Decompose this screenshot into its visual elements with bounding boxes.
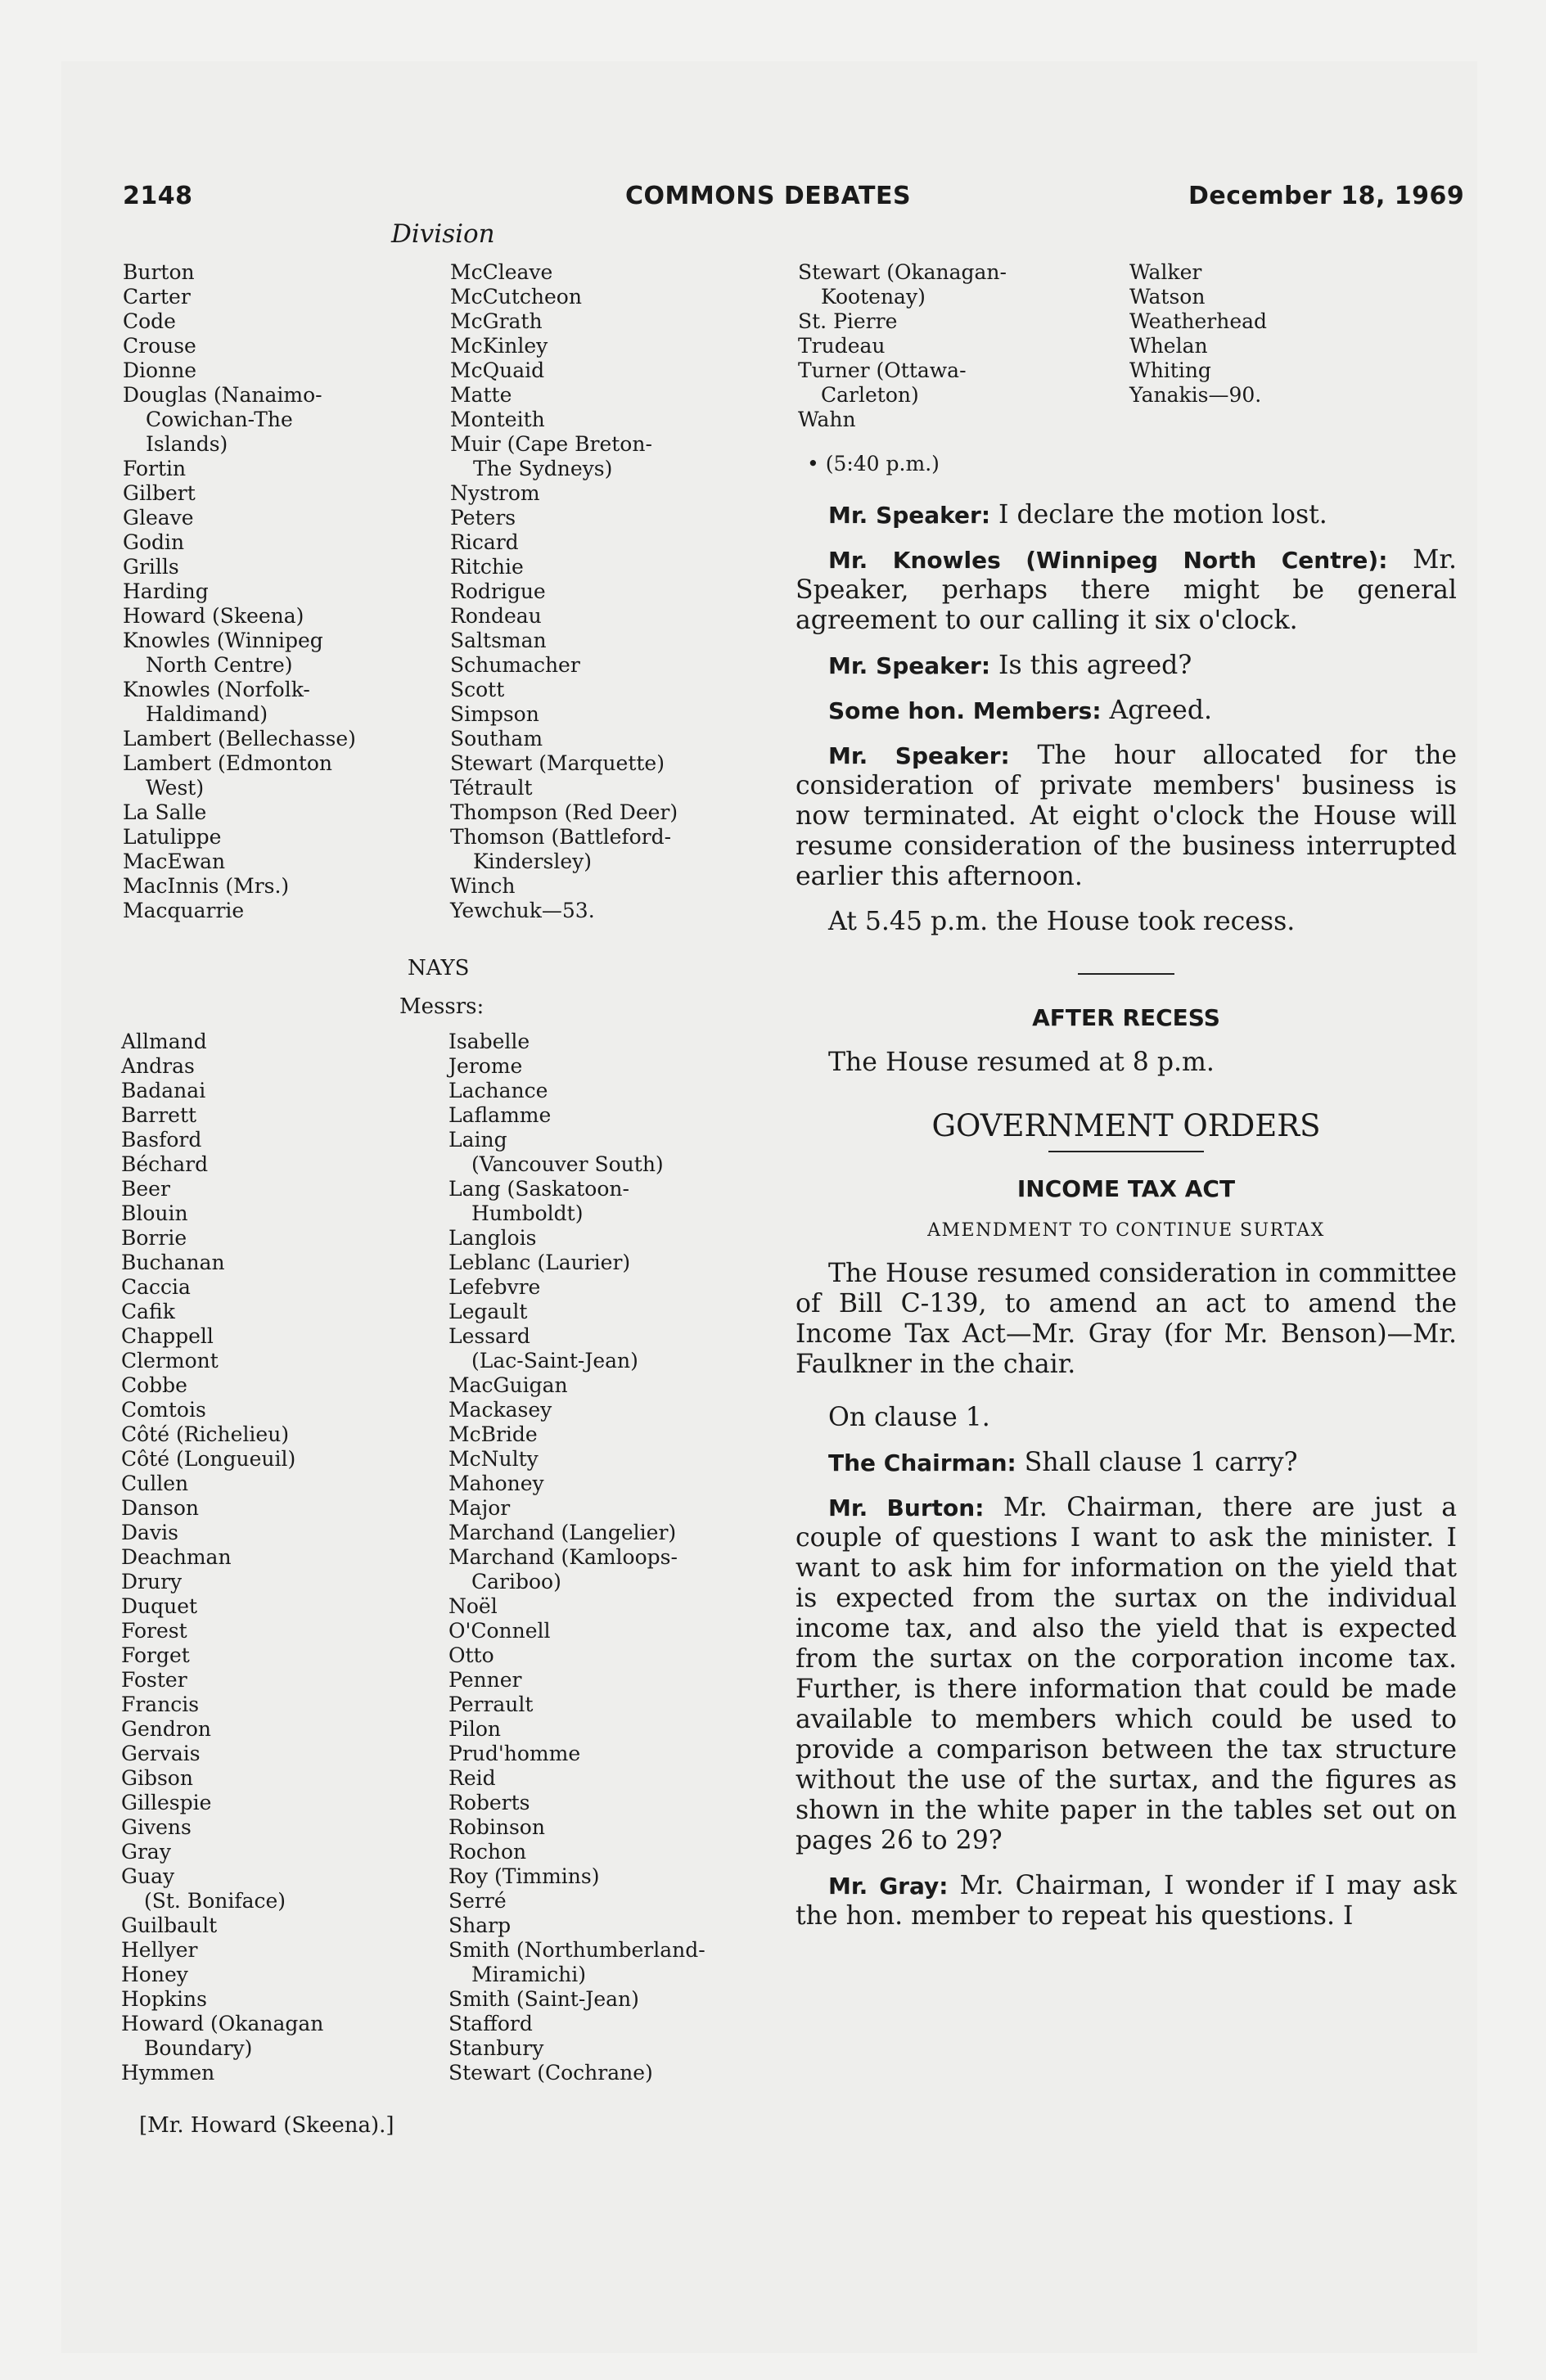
member-name: Kindersley) (473, 850, 593, 873)
member-name: Langlois (448, 1226, 537, 1250)
member-name: Deachman (121, 1545, 232, 1569)
member-name: Southam (450, 727, 543, 751)
yeas-column-4 (1129, 260, 1267, 408)
member-name: Gervais (121, 1742, 201, 1765)
member-name: Douglas (Nanaimo- (123, 383, 322, 407)
member-name: Lang (Saskatoon- (448, 1177, 629, 1201)
member-name: Dionne (123, 358, 197, 382)
member-name: Gray (121, 1840, 171, 1864)
paragraph: At 5.45 p.m. the House took recess. (828, 907, 1296, 936)
member-name: Walker (1129, 260, 1202, 284)
member-name: Stewart (Cochrane) (448, 2061, 653, 2085)
member-name: La Salle (123, 800, 207, 824)
member-name: Lessard (448, 1324, 530, 1348)
paragraph: On clause 1. (828, 1403, 990, 1432)
time-stamp: • (5:40 p.m.) (807, 452, 940, 476)
member-name: (St. Boniface) (144, 1889, 286, 1913)
member-name: Leblanc (Laurier) (448, 1251, 631, 1274)
member-name: Côté (Longueuil) (121, 1447, 296, 1471)
member-name: McNulty (448, 1447, 539, 1471)
messrs-label: Messrs: (399, 994, 485, 1019)
member-name: St. Pierre (798, 309, 898, 333)
paragraph: Mr. Gray: Mr. Chairman, I wonder if I may ask the hon. member to repeat his questions. I (796, 1871, 1457, 1931)
member-name: Noël (448, 1594, 498, 1618)
member-name: Clermont (121, 1349, 219, 1373)
member-name: Scott (450, 678, 505, 701)
act-subtitle: AMENDMENT TO CONTINUE SURTAX (927, 1220, 1325, 1241)
member-name: Mackasey (448, 1398, 552, 1422)
member-name: Isabelle (448, 1030, 530, 1053)
paragraph: The House resumed consideration in committee of Bill C-139, to amend an act to amend the Income Tax Act—Mr. Gray (for Mr. Benson)—Mr. Faulkner in the chair. (796, 1259, 1457, 1379)
member-name: Whiting (1129, 358, 1211, 382)
member-name: Caccia (121, 1275, 191, 1299)
member-name: Perrault (448, 1693, 534, 1716)
member-name: Rochon (448, 1840, 527, 1864)
member-name: Marchand (Kamloops- (448, 1545, 678, 1569)
member-name: Robinson (448, 1815, 545, 1839)
member-name: Marchand (Langelier) (448, 1521, 677, 1544)
nays-column-1 (121, 1030, 323, 2085)
member-name: Legault (448, 1300, 528, 1323)
page-date: December 18, 1969 (1188, 182, 1465, 210)
member-name: Comtois (121, 1398, 206, 1422)
member-name: Davis (121, 1521, 178, 1544)
member-name: Drury (121, 1570, 183, 1593)
member-name: Rondeau (450, 604, 542, 628)
paragraph: Some hon. Members: Agreed. (828, 696, 1212, 725)
member-name: McCleave (450, 260, 553, 284)
member-name: Chappell (121, 1324, 214, 1348)
member-name: Borrie (121, 1226, 187, 1250)
member-name: Saltsman (450, 629, 547, 652)
member-name: Howard (Okanagan (121, 2012, 324, 2035)
speaker-name: Mr. Knowles (Winnipeg North Centre): (828, 547, 1388, 574)
member-name: Cowichan-The (146, 408, 293, 431)
member-name: Pilon (448, 1717, 501, 1741)
paragraph: Mr. Speaker: I declare the motion lost. (828, 500, 1327, 530)
member-name: Cariboo) (471, 1570, 561, 1593)
member-name: Guilbault (121, 1913, 218, 1937)
member-name: (Lac-Saint-Jean) (471, 1349, 638, 1373)
member-name: Lefebvre (448, 1275, 541, 1299)
member-name: Forget (121, 1643, 190, 1667)
member-name: Carleton) (821, 383, 919, 407)
speaker-name: Mr. Speaker: (828, 742, 1010, 769)
member-name: Ritchie (450, 555, 524, 579)
speaker-name: Mr. Gray: (828, 1873, 949, 1900)
member-name: Major (448, 1496, 511, 1520)
member-name: Cobbe (121, 1373, 187, 1397)
paragraph: Mr. Speaker: Is this agreed? (828, 651, 1192, 680)
member-name: Stafford (448, 2012, 533, 2035)
member-name: Carter (123, 285, 191, 309)
member-name: Yewchuk—53. (450, 899, 595, 922)
member-name: (Vancouver South) (471, 1152, 664, 1176)
member-name: Reid (448, 1766, 496, 1790)
member-name: Mahoney (448, 1472, 544, 1495)
act-title: INCOME TAX ACT (1016, 1175, 1236, 1202)
member-name: Knowles (Winnipeg (123, 629, 323, 652)
member-name: Laflamme (448, 1103, 552, 1127)
yeas-column-3 (798, 260, 1007, 432)
nays-column-2 (448, 1030, 705, 2085)
yeas-column-1 (123, 260, 356, 923)
member-name: Smith (Saint-Jean) (448, 1987, 639, 2011)
member-name: Gleave (123, 506, 194, 530)
member-name: Andras (121, 1054, 195, 1078)
member-name: Gillespie (121, 1791, 212, 1814)
member-name: O'Connell (448, 1619, 551, 1643)
member-name: Knowles (Norfolk- (123, 678, 310, 701)
division-heading: Division (391, 219, 495, 249)
member-name: Humboldt) (471, 1201, 584, 1225)
member-name: Macquarrie (123, 899, 245, 922)
member-name: Simpson (450, 702, 539, 726)
member-name: Muir (Cape Breton- (450, 432, 652, 456)
member-name: Rodrigue (450, 579, 546, 603)
member-name: The Sydneys) (473, 457, 613, 480)
member-name: Godin (123, 530, 185, 554)
member-name: Lambert (Bellechasse) (123, 727, 356, 751)
member-name: Miramichi) (471, 1963, 587, 1986)
member-name: Schumacher (450, 653, 580, 677)
paragraph: Mr. Burton: Mr. Chairman, there are just a couple of questions I want to ask the minister. I want to ask him for information on the yield that is expected from the surtax on the individual income tax, and also the yield that is expected from the surtax on the corporation income tax. Further, is there information that could be made available to members which could be used to provide a comparison between the tax structure without the use of the surtax, and the figures as shown in the white paper in the tables set out on pages 26 to 29? (796, 1493, 1457, 1855)
member-name: Buchanan (121, 1251, 225, 1274)
member-name: Badanai (121, 1079, 206, 1102)
yeas-column-2 (450, 260, 678, 923)
member-name: Thompson (Red Deer) (450, 800, 678, 824)
member-name: Allmand (121, 1030, 207, 1053)
member-name: Penner (448, 1668, 522, 1692)
member-name: Gibson (121, 1766, 193, 1790)
member-name: Matte (450, 383, 512, 407)
member-name: Code (123, 309, 176, 333)
member-name: Foster (121, 1668, 187, 1692)
speaker-name: Mr. Speaker: (828, 502, 991, 529)
member-name: Peters (450, 506, 516, 530)
member-name: Haldimand) (146, 702, 268, 726)
member-name: Ricard (450, 530, 519, 554)
member-name: Watson (1129, 285, 1206, 309)
member-name: Kootenay) (821, 285, 926, 309)
page-number: 2148 (123, 182, 193, 210)
nays-heading: NAYS (408, 956, 470, 980)
member-name: Francis (121, 1693, 200, 1716)
member-name: Grills (123, 555, 179, 579)
member-name: Weatherhead (1129, 309, 1268, 333)
member-name: Côté (Richelieu) (121, 1422, 290, 1446)
member-name: Whelan (1129, 334, 1208, 358)
member-name: Blouin (121, 1201, 188, 1225)
member-name: McQuaid (450, 358, 545, 382)
divider (1078, 973, 1174, 975)
member-name: McGrath (450, 309, 543, 333)
member-name: Turner (Ottawa- (798, 358, 967, 382)
member-name: Givens (121, 1815, 192, 1839)
speaker-name: Some hon. Members: (828, 697, 1102, 724)
member-name: MacEwan (123, 850, 226, 873)
member-name: Laing (448, 1128, 507, 1152)
speaker-attribution: [Mr. Howard (Skeena).] (139, 2113, 394, 2138)
member-name: Hymmen (121, 2061, 215, 2085)
member-name: Barrett (121, 1103, 197, 1127)
member-name: Hopkins (121, 1987, 207, 2011)
paragraph: The House resumed at 8 p.m. (828, 1048, 1215, 1077)
member-name: Hellyer (121, 1938, 198, 1962)
member-name: Stewart (Marquette) (450, 751, 665, 775)
divider (1048, 1151, 1204, 1152)
member-name: Basford (121, 1128, 202, 1152)
member-name: McCutcheon (450, 285, 582, 309)
member-name: North Centre) (146, 653, 293, 677)
member-name: Jerome (448, 1054, 523, 1078)
member-name: Wahn (798, 408, 856, 431)
member-name: Stanbury (448, 2036, 544, 2060)
member-name: Burton (123, 260, 195, 284)
member-name: Nystrom (450, 481, 540, 505)
paragraph: The Chairman: Shall clause 1 carry? (828, 1448, 1298, 1477)
member-name: MacGuigan (448, 1373, 568, 1397)
member-name: Prud'homme (448, 1742, 581, 1765)
member-name: Smith (Northumberland- (448, 1938, 705, 1962)
member-name: Yanakis—90. (1129, 383, 1262, 407)
member-name: Lambert (Edmonton (123, 751, 333, 775)
member-name: Cullen (121, 1472, 189, 1495)
member-name: Howard (Skeena) (123, 604, 304, 628)
member-name: MacInnis (Mrs.) (123, 874, 290, 898)
member-name: Béchard (121, 1152, 209, 1176)
member-name: Stewart (Okanagan- (798, 260, 1007, 284)
member-name: Crouse (123, 334, 196, 358)
speaker-name: The Chairman: (828, 1449, 1016, 1476)
member-name: Sharp (448, 1913, 512, 1937)
member-name: Roberts (448, 1791, 530, 1814)
member-name: Thomson (Battleford- (450, 825, 672, 849)
member-name: Boundary) (144, 2036, 253, 2060)
member-name: Tétrault (450, 776, 533, 800)
right-column (796, 449, 1457, 1946)
speaker-name: Mr. Burton: (828, 1494, 985, 1521)
member-name: Roy (Timmins) (448, 1864, 600, 1888)
member-name: McBride (448, 1422, 538, 1446)
member-name: Gendron (121, 1717, 211, 1741)
member-name: Fortin (123, 457, 187, 480)
section-heading-government-orders: GOVERNMENT ORDERS (931, 1108, 1321, 1143)
member-name: Lachance (448, 1079, 548, 1102)
member-name: McKinley (450, 334, 548, 358)
paragraph: Mr. Speaker: The hour allocated for the consideration of private members' business is now terminated. At eight o'clock the House will resume consideration of the business interrupted earlier this afternoon. (796, 741, 1457, 891)
member-name: Gilbert (123, 481, 196, 505)
member-name: Monteith (450, 408, 545, 431)
member-name: Honey (121, 1963, 188, 1986)
member-name: Latulippe (123, 825, 222, 849)
member-name: Duquet (121, 1594, 198, 1618)
member-name: Forest (121, 1619, 187, 1643)
member-name: Harding (123, 579, 209, 603)
member-name: Otto (448, 1643, 494, 1667)
section-heading-after-recess: AFTER RECESS (1032, 1004, 1220, 1031)
member-name: Beer (121, 1177, 170, 1201)
member-name: Danson (121, 1496, 200, 1520)
member-name: Trudeau (798, 334, 886, 358)
member-name: West) (146, 776, 205, 800)
member-name: Serré (448, 1889, 507, 1913)
member-name: Guay (121, 1864, 175, 1888)
speaker-name: Mr. Speaker: (828, 652, 991, 679)
paragraph: Mr. Knowles (Winnipeg North Centre): Mr. Speaker, perhaps there might be general agreement to our calling it six o'clock. (796, 545, 1457, 635)
member-name: Winch (450, 874, 516, 898)
page-title: COMMONS DEBATES (625, 182, 912, 210)
member-name: Cafik (121, 1300, 175, 1323)
member-name: Islands) (146, 432, 228, 456)
